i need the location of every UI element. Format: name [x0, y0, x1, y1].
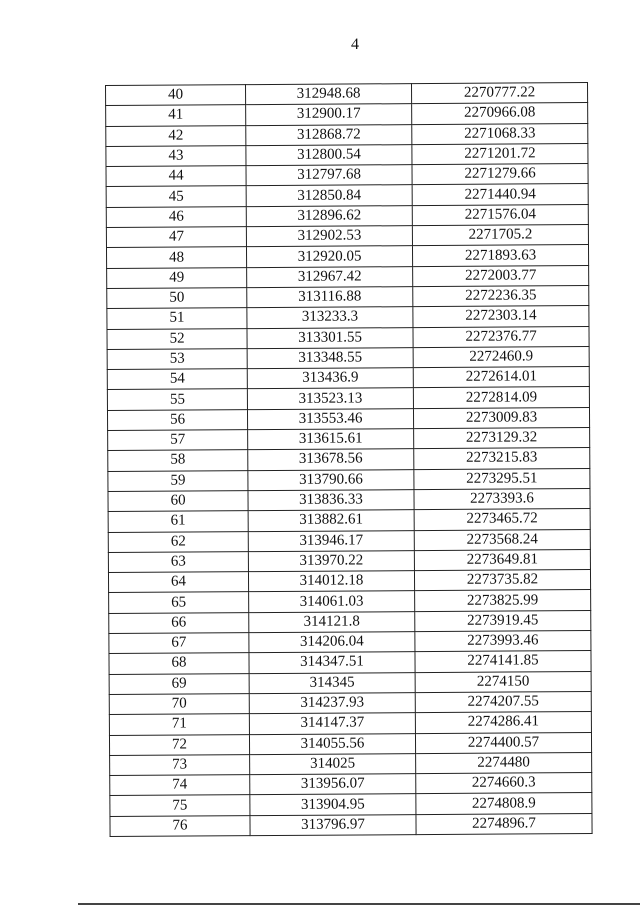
- x-coordinate-cell: 313946.17: [248, 530, 414, 551]
- point-number-cell: 64: [108, 572, 248, 593]
- y-coordinate-cell: 2274150: [415, 671, 591, 692]
- table-row: [106, 123, 588, 146]
- table-row: [109, 590, 591, 613]
- table-row: [107, 306, 589, 329]
- point-number-cell: 44: [106, 166, 246, 187]
- table-row: [106, 164, 588, 187]
- point-number-cell: 58: [108, 450, 248, 471]
- table-row: [110, 773, 592, 796]
- table-row: [106, 225, 588, 248]
- y-coordinate-cell: 2272303.14: [413, 306, 589, 327]
- y-coordinate-cell: 2273129.32: [414, 428, 590, 449]
- y-coordinate-cell: 2270777.22: [411, 83, 587, 104]
- table-row: [108, 468, 590, 491]
- y-coordinate-cell: 2270966.08: [412, 103, 588, 124]
- y-coordinate-cell: 2272376.77: [413, 326, 589, 347]
- point-number-cell: 47: [106, 227, 246, 248]
- x-coordinate-cell: 312896.62: [246, 205, 412, 226]
- x-coordinate-cell: 314237.93: [249, 693, 415, 714]
- table-row: [108, 448, 590, 471]
- point-number-cell: 50: [107, 288, 247, 309]
- y-coordinate-cell: 2274480: [416, 752, 592, 773]
- x-coordinate-cell: 312902.53: [246, 226, 412, 247]
- x-coordinate-cell: 312967.42: [247, 266, 413, 287]
- x-coordinate-cell: 313904.95: [250, 794, 416, 815]
- table-row: [109, 651, 591, 674]
- point-number-cell: 46: [106, 206, 246, 227]
- table-row: [108, 549, 590, 572]
- y-coordinate-cell: 2273393.6: [414, 488, 590, 509]
- point-number-cell: 53: [107, 348, 247, 369]
- x-coordinate-cell: 314147.37: [249, 713, 415, 734]
- y-coordinate-cell: 2272614.01: [413, 367, 589, 388]
- point-number-cell: 51: [107, 308, 247, 329]
- x-coordinate-cell: 313436.9: [247, 368, 413, 389]
- point-number-cell: 49: [107, 267, 247, 288]
- x-coordinate-cell: 312948.68: [246, 84, 412, 105]
- table-row: [107, 346, 589, 369]
- x-coordinate-cell: 314025: [250, 753, 416, 774]
- point-number-cell: 65: [109, 592, 249, 613]
- table-row: [107, 407, 589, 430]
- table-row: [108, 529, 590, 552]
- table-row: [107, 387, 589, 410]
- y-coordinate-cell: 2273215.83: [414, 448, 590, 469]
- point-number-cell: 71: [109, 714, 249, 735]
- y-coordinate-cell: 2273825.99: [415, 590, 591, 611]
- y-coordinate-cell: 2271440.94: [412, 184, 588, 205]
- y-coordinate-cell: 2272460.9: [413, 346, 589, 367]
- y-coordinate-cell: 2274207.55: [415, 691, 591, 712]
- y-coordinate-cell: 2274286.41: [415, 712, 591, 733]
- point-number-cell: 73: [110, 754, 250, 775]
- x-coordinate-cell: 313836.33: [248, 490, 414, 511]
- point-number-cell: 48: [106, 247, 246, 268]
- x-coordinate-cell: 313790.66: [248, 469, 414, 490]
- y-coordinate-cell: 2273919.45: [415, 610, 591, 631]
- x-coordinate-cell: 314206.04: [249, 632, 415, 653]
- x-coordinate-cell: 313553.46: [247, 408, 413, 429]
- y-coordinate-cell: 2273568.24: [414, 529, 590, 550]
- x-coordinate-cell: 313796.97: [250, 814, 416, 835]
- table-row: [106, 184, 588, 207]
- y-coordinate-cell: 2272814.09: [413, 387, 589, 408]
- y-coordinate-cell: 2272236.35: [413, 286, 589, 307]
- y-coordinate-cell: 2273295.51: [414, 468, 590, 489]
- page-number: 4: [351, 36, 359, 53]
- point-number-cell: 57: [108, 430, 248, 451]
- table-row: [106, 245, 588, 268]
- x-coordinate-cell: 313970.22: [248, 550, 414, 571]
- point-number-cell: 69: [109, 673, 249, 694]
- y-coordinate-cell: 2272003.77: [413, 265, 589, 286]
- x-coordinate-cell: 312900.17: [246, 104, 412, 125]
- coordinates-table-body: [106, 83, 593, 837]
- coordinates-table: [105, 82, 593, 837]
- x-coordinate-cell: 312797.68: [246, 165, 412, 186]
- y-coordinate-cell: 2274141.85: [415, 651, 591, 672]
- x-coordinate-cell: 314345: [249, 672, 415, 693]
- point-number-cell: 62: [108, 531, 248, 552]
- table-row: [109, 610, 591, 633]
- x-coordinate-cell: 313301.55: [247, 327, 413, 348]
- point-number-cell: 75: [110, 795, 250, 816]
- table-row: [109, 671, 591, 694]
- table-row: [108, 509, 590, 532]
- point-number-cell: 45: [106, 186, 246, 207]
- point-number-cell: 67: [109, 633, 249, 654]
- point-number-cell: 76: [110, 815, 250, 836]
- table-row: [108, 488, 590, 511]
- point-number-cell: 61: [108, 511, 248, 532]
- y-coordinate-cell: 2274896.7: [416, 813, 592, 834]
- y-coordinate-cell: 2271068.33: [412, 123, 588, 144]
- point-number-cell: 60: [108, 491, 248, 512]
- table-row: [109, 691, 591, 714]
- table-row: [110, 793, 592, 816]
- x-coordinate-cell: 313882.61: [248, 510, 414, 531]
- x-coordinate-cell: 314061.03: [249, 591, 415, 612]
- y-coordinate-cell: 2273993.46: [415, 631, 591, 652]
- table-row: [108, 428, 590, 451]
- table-row: [106, 103, 588, 126]
- point-number-cell: 55: [107, 389, 247, 410]
- table-row: [107, 326, 589, 349]
- y-coordinate-cell: 2273465.72: [414, 509, 590, 530]
- x-coordinate-cell: 313233.3: [247, 307, 413, 328]
- y-coordinate-cell: 2273009.83: [413, 407, 589, 428]
- y-coordinate-cell: 2273735.82: [414, 570, 590, 591]
- point-number-cell: 56: [107, 409, 247, 430]
- point-number-cell: 43: [106, 146, 246, 167]
- y-coordinate-cell: 2271705.2: [412, 225, 588, 246]
- point-number-cell: 66: [109, 612, 249, 633]
- table-row: [109, 712, 591, 735]
- y-coordinate-cell: 2274808.9: [416, 793, 592, 814]
- y-coordinate-cell: 2271279.66: [412, 164, 588, 185]
- y-coordinate-cell: 2273649.81: [414, 549, 590, 570]
- point-number-cell: 59: [108, 470, 248, 491]
- table-row: [106, 83, 588, 106]
- x-coordinate-cell: 314347.51: [249, 652, 415, 673]
- x-coordinate-cell: 312850.84: [246, 185, 412, 206]
- point-number-cell: 68: [109, 653, 249, 674]
- point-number-cell: 72: [109, 734, 249, 755]
- y-coordinate-cell: 2274660.3: [416, 773, 592, 794]
- x-coordinate-cell: 314121.8: [249, 611, 415, 632]
- x-coordinate-cell: 314055.56: [249, 733, 415, 754]
- y-coordinate-cell: 2271576.04: [412, 204, 588, 225]
- table-row: [109, 732, 591, 755]
- x-coordinate-cell: 312868.72: [246, 124, 412, 145]
- table-row: [110, 813, 592, 836]
- table-row: [110, 752, 592, 775]
- x-coordinate-cell: 313678.56: [248, 449, 414, 470]
- table-row: [107, 286, 589, 309]
- table-row: [107, 265, 589, 288]
- table-row: [106, 204, 588, 227]
- y-coordinate-cell: 2271893.63: [412, 245, 588, 266]
- x-coordinate-cell: 312800.54: [246, 145, 412, 166]
- y-coordinate-cell: 2274400.57: [415, 732, 591, 753]
- point-number-cell: 74: [110, 775, 250, 796]
- x-coordinate-cell: 313116.88: [247, 287, 413, 308]
- x-coordinate-cell: 312920.05: [246, 246, 412, 267]
- point-number-cell: 41: [106, 105, 246, 126]
- x-coordinate-cell: 313615.61: [248, 429, 414, 450]
- point-number-cell: 40: [106, 85, 246, 106]
- point-number-cell: 42: [106, 125, 246, 146]
- point-number-cell: 54: [107, 369, 247, 390]
- point-number-cell: 52: [107, 328, 247, 349]
- table-row: [108, 570, 590, 593]
- table-row: [106, 143, 588, 166]
- point-number-cell: 70: [109, 694, 249, 715]
- table-row: [109, 631, 591, 654]
- point-number-cell: 63: [108, 551, 248, 572]
- x-coordinate-cell: 313348.55: [247, 347, 413, 368]
- y-coordinate-cell: 2271201.72: [412, 143, 588, 164]
- x-coordinate-cell: 313523.13: [247, 388, 413, 409]
- table-row: [107, 367, 589, 390]
- x-coordinate-cell: 313956.07: [250, 774, 416, 795]
- x-coordinate-cell: 314012.18: [248, 571, 414, 592]
